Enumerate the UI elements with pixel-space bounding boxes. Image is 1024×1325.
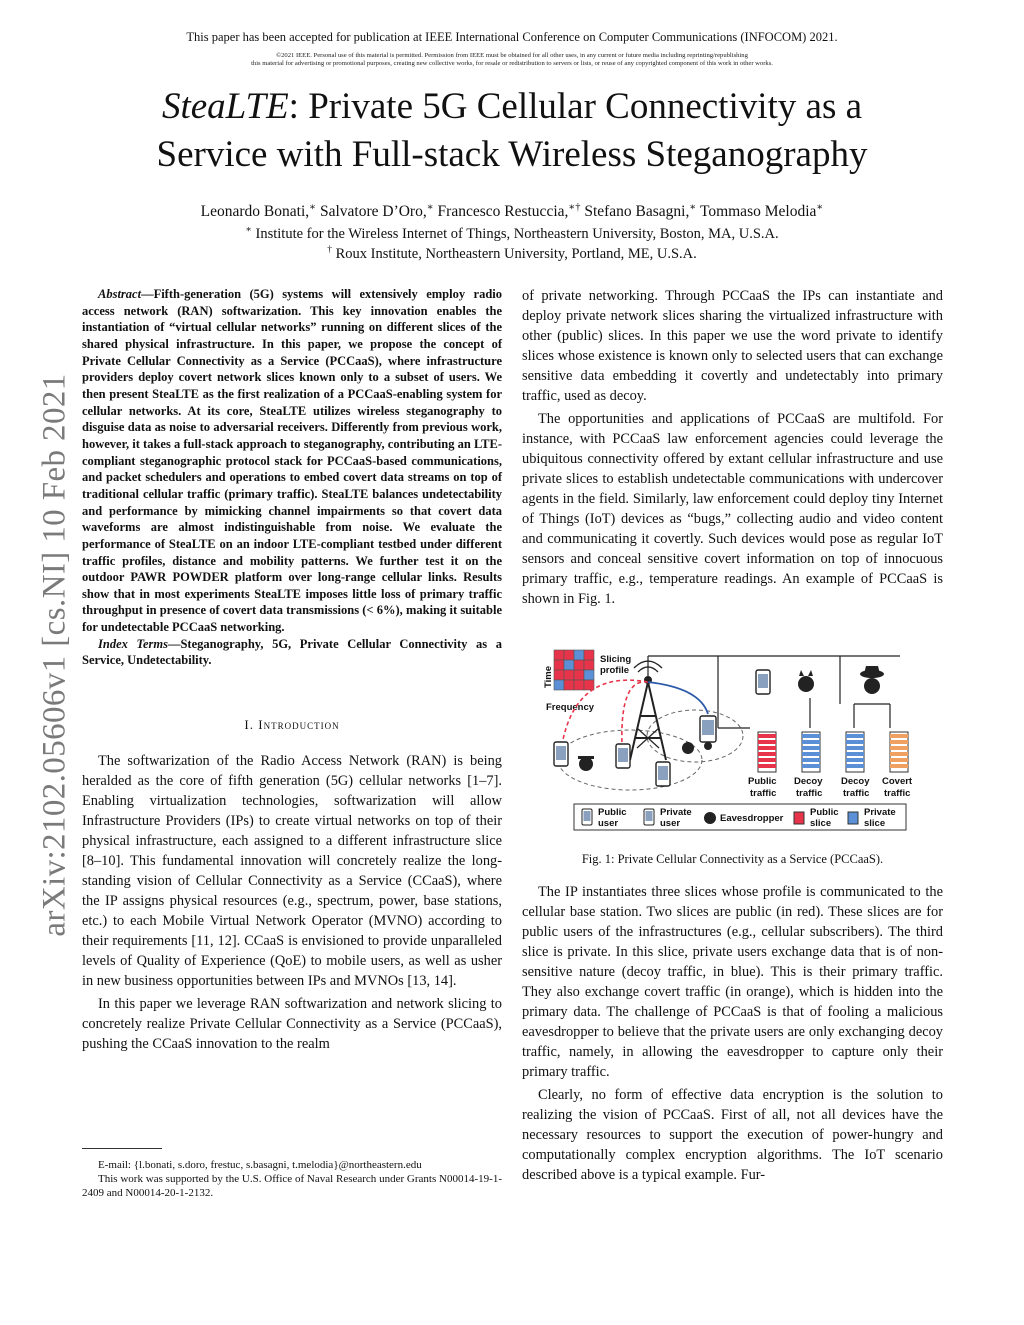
public-user-phone-icon (756, 670, 770, 694)
arxiv-stamp: arXiv:2102.05606v1 [cs.NI] 10 Feb 2021 (36, 373, 73, 937)
axis-time-label: Time (543, 665, 554, 688)
private-link-arrow (648, 682, 708, 714)
author: Tommaso Melodia∗ (699, 201, 824, 220)
author: Stefano Basagni,∗ (584, 201, 697, 220)
index-terms: Index Terms—Steganography, 5G, Private Cellular Connectivity as a Service, Undetectability. (82, 636, 502, 668)
footnote-support: This work was supported by the U.S. Office of Naval Research under Grants N00014-19-1-2409 and N00014-20-1-2132. (82, 1173, 502, 1199)
svg-text:user: user (598, 818, 619, 829)
public-link-arrow (560, 680, 648, 758)
private-user-icon (682, 742, 694, 754)
legend-public-user: Public (598, 807, 627, 818)
legend-private-user: Private (660, 807, 692, 818)
right-column-bottom (522, 882, 943, 1185)
public-user-phone-icon (656, 762, 670, 786)
svg-text:traffic: traffic (796, 788, 823, 799)
slicing-profile-grid (554, 650, 594, 690)
eavesdropper-devil-icon (798, 670, 814, 692)
slicing-profile-label: Slicing (600, 654, 632, 665)
slice-label: Decoy (841, 776, 870, 787)
public-user-phone-icon (616, 744, 630, 768)
copyright-line-1: ©2021 IEEE. Personal use of this material is permitted. Permission from IEEE must be obtained for all other uses, in any current or future media including reprinting/republishing (276, 52, 748, 59)
right-column-top (522, 286, 943, 609)
slice-label: Covert (882, 776, 913, 787)
abstract: Abstract—Fifth-generation (5G) systems will extensively employ radio access network (RAN) softwarization. This key innovation enables the instantiation of “virtual cellular networks” running on different slices of the shared physical infrastructure. In this paper, we propose the concept of Private Cellular Connectivity as a Service (PCCaaS), where infrastructure providers deploy covert network slices known only to a subset of users. We then present SteaLTE as the first realization of a PCCaaS-enabling system for cellular networks. At its core, SteaLTE utilizes wireless steganography to disguise data as noise to adversarial receivers. Differently from previous work, however, it takes a full-stack approach to steganography, contributing an LTE-compliant steganographic protocol stack for PCCaaS-based communications, and packet schedulers and operations to embed covert data streams on top of traditional cellular traffic (primary traffic). SteaLTE balances undetectability and performance by mimicking channel impairments so that covert data waveforms are almost indistinguishable from noise. We evaluate the performance of SteaLTE on an indoor LTE-compliant testbed under different traffic profiles, distance and mobility patterns. We further test it on the outdoor PAWR POWDER platform over long-range cellular links. Results show that in most experiments SteaLTE imposes little loss of primary traffic throughput in presence of covert data transmissions (< 6%), making it suitable for undetectable PCCaaS networking. (82, 287, 502, 635)
author: Leonardo Bonati,∗ (200, 201, 317, 220)
svg-text:user: user (660, 818, 681, 829)
axis-frequency-label: Frequency (546, 702, 595, 713)
footnote (82, 1158, 502, 1200)
paper-title-line-1: SteaLTE: Private 5G Cellular Connectivity as a (161, 86, 863, 127)
affiliation: ∗ Institute for the Wireless Internet of Things, Northeastern University, Boston, MA, U.S.A. (245, 224, 779, 242)
legend-private-slice: Private (864, 807, 896, 818)
legend-eavesdropper: Eavesdropper (720, 813, 784, 824)
body-paragraph: The opportunities and applications of PCCaaS are multifold. For instance, with PCCaaS law enforcement agencies could leverage the ubiquitous connectivity offered by extant cellular infrastructure and use private slices to establish undetectable communications with undercover agents in the field. Similarly, law enforcement could deploy tiny Internet of Things (IoT) devices as “bugs,” collecting audio and video content and communicating it covertly. Such devices would pose as regular IoT sensors and conceal sensitive covert information on top of innocuous primary traffic, e.g., temperature readings. An example of PCCaaS is shown in Fig. 1. (522, 411, 943, 607)
private-user-spy-icon (860, 666, 884, 694)
svg-text:slice: slice (864, 818, 886, 829)
pccaas-figure (540, 648, 932, 840)
body-paragraph: The IP instantiates three slices whose profile is communicated to the cellular base station. Two slices are public (in red). These slices are for public users of the infrastructures (e.g., cellular subscribers). The third slice is private. In this slice, private users exchange data that is of non-sensitive nature (decoy traffic, in blue). This is their primary traffic. They also exchange covert traffic (in orange), which is hidden into the primary data. The challenge of PCCaaS is that of fooling a malicious eavesdropper to believe that the private users are only exchanging decoy traffic, namely, in allowing the eavesdropper to capture only their primary traffic. (522, 884, 943, 1080)
body-paragraph: In this paper we leverage RAN softwarization and network slicing to concretely realize Private Cellular Connectivity as a Service (PCCaaS), pushing the CCaaS innovation to the realm (82, 996, 502, 1053)
slice-label: Decoy (794, 776, 823, 787)
copyright-line-2: this material for advertising or promotional purposes, creating new collective works, for resale or redistribution to servers or lists, or reuse of any copyrighted component of this work in other works. (251, 60, 773, 67)
left-column (82, 286, 502, 1054)
svg-text:traffic: traffic (884, 788, 911, 799)
system-name: SteaLTE (161, 86, 289, 127)
author: Salvatore D’Oro,∗ (319, 201, 434, 220)
slice-column (802, 732, 820, 772)
figure-legend (574, 804, 906, 830)
section-heading: I. Introduction (244, 717, 340, 733)
figure-caption: Fig. 1: Private Cellular Connectivity as a Service (PCCaaS). (581, 852, 884, 866)
private-user-phone-icon (700, 716, 716, 750)
author: Francesco Restuccia,∗† (437, 201, 581, 220)
slice-column (758, 732, 776, 772)
publication-notice: This paper has been accepted for publication at IEEE International Conference on Computer Communications (INFOCOM) 2021. (186, 30, 838, 44)
svg-text:slice: slice (810, 818, 832, 829)
body-paragraph: The softwarization of the Radio Access Network (RAN) is being heralded as the core of fifth generation (5G) cellular networks [1–7]. Enabling virtualization technologies, softwarization will allow Infrastructure Providers (IPs) to create virtual networks on top of their physical infrastructure, each assigned to a different infrastructure slice [8–10]. This fundamental innovation will concretely realize the long-standing vision of Cellular Connectivity as a Service (CCaaS), where the IP assigns physical resources (e.g., spectrum, power, base stations, etc.) to each Mobile Virtual Network Operator (MVNO) according to their requirements [11, 12]. CCaaS is envisioned to provide unparalleled levels of Quality of Experience (QoE) to mobile users, as well as usher in new business opportunities between IPs and MVNOs [13, 14]. (82, 753, 502, 990)
affiliation: † Roux Institute, Northeastern University, Portland, ME, U.S.A. (327, 244, 697, 262)
body-paragraph: Clearly, no form of effective data encryption is the solution to realizing the vision of PCCaaS. First of all, not all devices have the necessary resources to support the execution of power-hungry and computationally complex encryption algorithms. The IoT scenario described above is a typical example. Fur- (522, 1087, 943, 1183)
public-user-phone-icon (554, 742, 568, 766)
slice-label: Public (748, 776, 777, 787)
author-list (0, 203, 1024, 221)
footnote-rule (82, 1148, 162, 1149)
paper-title-line-2: Service with Full-stack Wireless Steganography (156, 134, 868, 175)
svg-text:traffic: traffic (843, 788, 870, 799)
legend-public-slice: Public (810, 807, 839, 818)
eavesdropper-icon (578, 756, 594, 771)
slice-column (890, 732, 908, 772)
svg-text:traffic: traffic (750, 788, 777, 799)
footnote-email: E-mail: {l.bonati, s.doro, frestuc, s.basagni, t.melodia}@northeastern.edu (98, 1159, 422, 1171)
slice-column (846, 732, 864, 772)
svg-text:profile: profile (600, 665, 630, 676)
body-paragraph: of private networking. Through PCCaaS the IPs can instantiate and deploy private network slices sharing the virtualized infrastructure with other (public) slices. In this paper we use the word private to identify slices whose existence is known only to selected users that can exchange sensitive data embedding it covertly and undetectably into primary traffic, used as decoy. (522, 288, 943, 404)
